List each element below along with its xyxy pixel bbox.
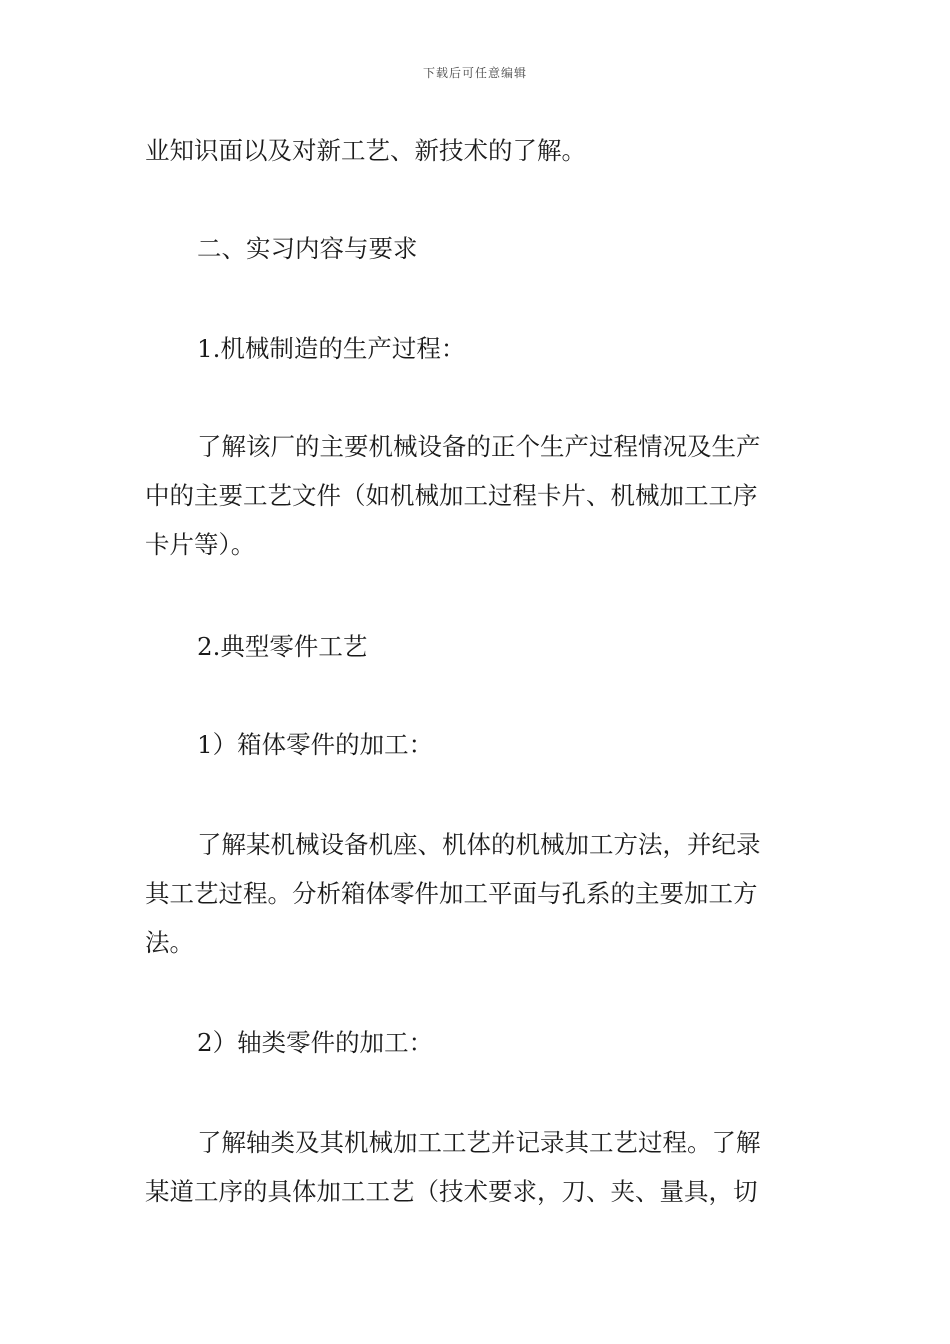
- subheading-box-parts: 1）箱体零件的加工：: [197, 730, 434, 759]
- text-line: 了解某机械设备机座、机体的机械加工方法，并纪录: [197, 830, 761, 859]
- text-line: 了解该厂的主要机械设备的正个生产过程情况及生产: [197, 432, 761, 461]
- text-line: 卡片等）。: [145, 530, 256, 559]
- section-heading-2: 二、实习内容与要求: [197, 234, 418, 263]
- text-line: 某道工序的具体加工工艺（技术要求，刀、夹、量具，切: [145, 1177, 758, 1206]
- page-header-note: 下载后可任意编辑: [422, 66, 527, 80]
- subheading-shaft-parts: 2）轴类零件的加工：: [197, 1028, 434, 1057]
- paragraph-continuation: 业知识面以及对新工艺、新技术的了解。: [145, 136, 586, 165]
- text-line: 法。: [145, 928, 194, 957]
- text-line: 了解轴类及其机械加工工艺并记录其工艺过程。了解: [197, 1128, 761, 1157]
- text-line: 其工艺过程。分析箱体零件加工平面与孔系的主要加工方: [145, 879, 758, 908]
- subheading-production-process: 1.机械制造的生产过程：: [197, 334, 466, 363]
- paragraph-shaft-parts: [145, 1118, 810, 1216]
- text-line: 中的主要工艺文件（如机械加工过程卡片、机械加工工序: [145, 481, 758, 510]
- subheading-typical-parts: 2.典型零件工艺: [197, 632, 368, 661]
- paragraph-production-process: [145, 422, 810, 569]
- paragraph-box-parts: [145, 820, 810, 967]
